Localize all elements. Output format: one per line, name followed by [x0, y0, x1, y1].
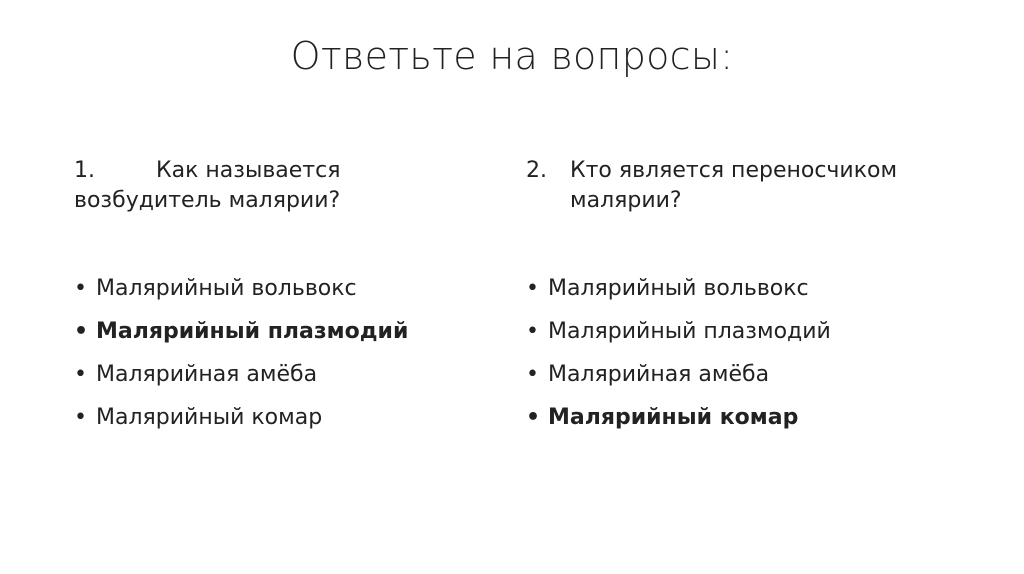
question-1-number: 1.	[74, 158, 95, 183]
answer-item	[74, 274, 408, 317]
slide-title: Ответьте на вопросы:	[290, 34, 734, 78]
question-2	[526, 156, 946, 220]
question-1	[74, 156, 494, 220]
answer-item	[74, 360, 408, 403]
answer-label: Малярийный плазмодий	[548, 319, 831, 344]
bullet-icon: •	[74, 405, 87, 430]
answer-list-2	[526, 274, 831, 446]
answer-label: Малярийный комар	[96, 405, 323, 430]
bullet-icon: •	[526, 405, 541, 430]
answer-list-1	[74, 274, 408, 446]
question-2-text-line2: малярии?	[570, 188, 682, 213]
answer-label: Малярийная амёба	[548, 362, 770, 387]
answer-label: Малярийный вольвокс	[96, 276, 357, 301]
question-column-1	[74, 156, 494, 430]
answer-item	[526, 360, 831, 403]
answer-item-correct	[526, 403, 831, 446]
answer-label: Малярийный плазмодий	[96, 319, 409, 344]
answer-label: Малярийная амёба	[96, 362, 318, 387]
answer-item	[526, 274, 831, 317]
question-2-number: 2.	[526, 158, 547, 183]
answer-item-correct	[74, 317, 408, 360]
answer-item	[74, 403, 408, 446]
bullet-icon: •	[74, 362, 87, 387]
question-column-2	[526, 156, 946, 430]
question-1-text-line2: возбудитель малярии?	[74, 188, 341, 213]
bullet-icon: •	[74, 319, 89, 344]
question-1-text-line1: Как называется	[156, 158, 341, 183]
answer-label: Малярийный вольвокс	[548, 276, 809, 301]
bullet-icon: •	[74, 276, 87, 301]
bullet-icon: •	[526, 276, 539, 301]
bullet-icon: •	[526, 362, 539, 387]
bullet-icon: •	[526, 319, 539, 344]
answer-label: Малярийный комар	[548, 405, 799, 430]
question-2-text-line1: Кто является переносчиком	[570, 158, 898, 183]
answer-item	[526, 317, 831, 360]
